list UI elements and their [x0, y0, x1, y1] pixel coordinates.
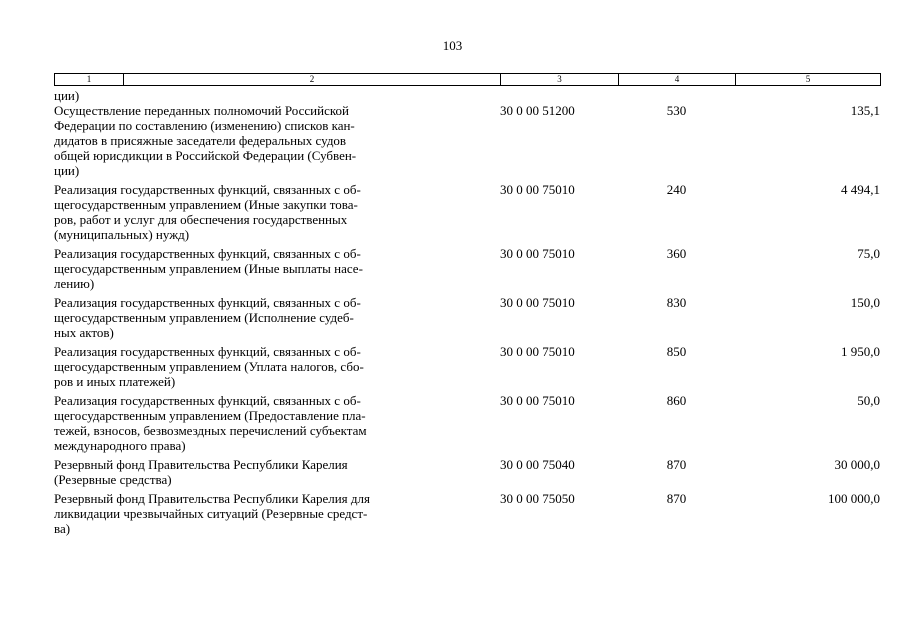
description-line: Осуществление переданных полномочий Российской	[54, 103, 349, 118]
header-cell-1: 1	[55, 74, 124, 86]
amount: 135,1	[850, 103, 880, 118]
table-row	[54, 88, 880, 103]
amount: 150,0	[850, 295, 880, 310]
description-line: ров, работ и услуг для обеспечения государственных	[54, 212, 348, 227]
description-line: ных актов)	[54, 325, 114, 340]
description-line: Реализация государственных функций, связанных с об-	[54, 182, 361, 197]
description-line: Реализация государственных функций, связанных с об-	[54, 344, 361, 359]
row-description	[54, 182, 500, 242]
target-article-code: 30 0 00 75040	[500, 457, 575, 472]
expense-type: 850	[666, 344, 687, 359]
target-article-code: 30 0 00 75010	[500, 182, 575, 197]
table-row	[54, 182, 880, 242]
row-description	[54, 457, 500, 487]
description-line: щегосударственным управлением (Исполнение судеб-	[54, 310, 354, 325]
description-line: ва)	[54, 521, 71, 536]
description-line: Реализация государственных функций, связанных с об-	[54, 295, 361, 310]
amount: 4 494,1	[841, 182, 880, 197]
page-number: 103	[442, 38, 463, 53]
row-description	[54, 491, 500, 536]
description-line: Федерации по составлению (изменению) списков кан-	[54, 118, 355, 133]
header-cell-4: 4	[619, 74, 736, 86]
row-description	[54, 295, 500, 340]
table-row	[54, 491, 880, 536]
row-description	[54, 344, 500, 389]
expense-type: 830	[666, 295, 687, 310]
expense-type: 870	[666, 457, 687, 472]
description-line: лению)	[54, 276, 95, 291]
description-line: Резервный фонд Правительства Республики Карелия	[54, 457, 348, 472]
row-description	[54, 103, 500, 178]
target-article-code: 30 0 00 75050	[500, 491, 575, 506]
expense-type	[618, 88, 735, 103]
table-row	[54, 344, 880, 389]
amount: 50,0	[857, 393, 880, 408]
description-line: щегосударственным управлением (Предоставление пла-	[54, 408, 366, 423]
description-line: (муниципальных) нужд)	[54, 227, 190, 242]
row-description	[54, 88, 500, 103]
description-line: Реализация государственных функций, связанных с об-	[54, 246, 361, 261]
table-row	[54, 457, 880, 487]
description-line: ликвидации чрезвычайных ситуаций (Резервные средст-	[54, 506, 368, 521]
amount: 75,0	[857, 246, 880, 261]
target-article-code: 30 0 00 75010	[500, 295, 575, 310]
expense-type: 530	[666, 103, 687, 118]
expense-type: 860	[666, 393, 687, 408]
description-line: Реализация государственных функций, связанных с об-	[54, 393, 361, 408]
column-number-header	[54, 73, 881, 86]
target-article-code: 30 0 00 75010	[500, 344, 575, 359]
row-description	[54, 393, 500, 453]
amount: 100 000,0	[828, 491, 880, 506]
header-row	[55, 74, 881, 86]
description-line: щегосударственным управлением (Иные закупки това-	[54, 197, 358, 212]
target-article-code: 30 0 00 75010	[500, 393, 575, 408]
header-cell-5: 5	[736, 74, 881, 86]
table-row	[54, 103, 880, 178]
description-line: щегосударственным управлением (Иные выплаты насе-	[54, 261, 363, 276]
target-article-code: 30 0 00 75010	[500, 246, 575, 261]
table-row	[54, 295, 880, 340]
description-line: общей юрисдикции в Российской Федерации (Субвен-	[54, 148, 357, 163]
amount: 30 000,0	[834, 457, 880, 472]
target-article-code	[500, 88, 618, 103]
description-line: ров и иных платежей)	[54, 374, 176, 389]
description-line: ции)	[54, 163, 80, 178]
description-line: Резервный фонд Правительства Республики Карелия для	[54, 491, 370, 506]
description-line: дидатов в присяжные заседатели федеральных судов	[54, 133, 347, 148]
budget-table	[54, 88, 880, 536]
expense-type: 360	[666, 246, 687, 261]
header-cell-2: 2	[124, 74, 501, 86]
target-article-code: 30 0 00 51200	[500, 103, 575, 118]
amount: 1 950,0	[841, 344, 880, 359]
row-description	[54, 246, 500, 291]
amount	[735, 88, 880, 103]
description-line: щегосударственным управлением (Уплата налогов, сбо-	[54, 359, 364, 374]
description-line: (Резервные средства)	[54, 472, 172, 487]
description-line: международного права)	[54, 438, 186, 453]
header-cell-3: 3	[501, 74, 619, 86]
table-row	[54, 246, 880, 291]
description-line: ции)	[54, 88, 80, 103]
description-line: тежей, взносов, безвозмездных перечислений субъектам	[54, 423, 367, 438]
expense-type: 870	[666, 491, 687, 506]
expense-type: 240	[666, 182, 687, 197]
table-row	[54, 393, 880, 453]
